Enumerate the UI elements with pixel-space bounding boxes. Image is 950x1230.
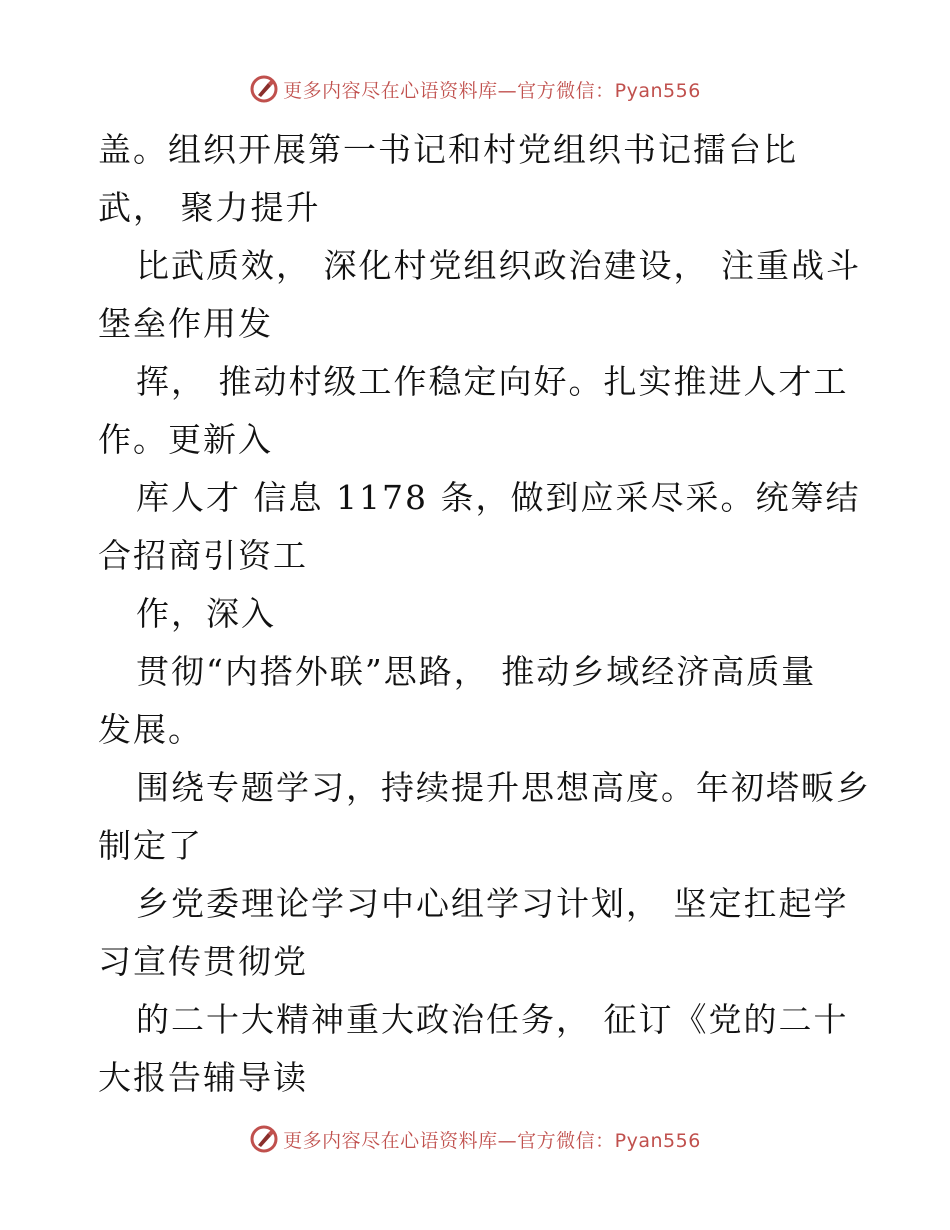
text-line: 武， 聚力提升 [98, 188, 321, 227]
text-line: 库人才 信息 1178 条，做到应采尽采。统筹结 [136, 478, 861, 517]
footer-watermark-banner [0, 1122, 950, 1156]
document-body [98, 121, 871, 1107]
footer-watermark-content [249, 1124, 701, 1154]
footer-watermark-text: 更多内容尽在心语资料库—官方微信：Pyan556 [283, 1129, 701, 1152]
text-line: 大报告辅导读 [98, 1058, 308, 1097]
text-line: 贯彻“内搭外联”思路， 推动乡域经济高质量 [136, 652, 817, 691]
text-line: 作，深入 [136, 594, 276, 633]
header-watermark-banner [0, 72, 950, 106]
text-line: 堡垒作用发 [98, 304, 273, 343]
text-line: 习宣传贯彻党 [98, 942, 308, 981]
text-line: 制定了 [98, 826, 203, 865]
text-line: 的二十大精神重大政治任务， 征订《党的二十 [136, 1000, 849, 1039]
text-line: 比武质效， 深化村党组织政治建设， 注重战斗 [136, 246, 861, 285]
text-line: 乡党委理论学习中心组学习计划， 坚定扛起学 [136, 884, 849, 923]
pen-circle-logo-icon [249, 74, 279, 104]
text-line: 盖。组织开展第一书记和村党组织书记擂台比 [98, 130, 798, 169]
text-line: 发展。 [98, 710, 203, 749]
header-watermark-text: 更多内容尽在心语资料库—官方微信：Pyan556 [283, 79, 701, 102]
pen-circle-logo-icon [249, 1124, 279, 1154]
text-line: 作。更新入 [98, 420, 273, 459]
text-line: 合招商引资工 [98, 536, 308, 575]
header-watermark-content [249, 74, 701, 104]
text-line: 围绕专题学习，持续提升思想高度。年初塔畈乡 [136, 768, 871, 807]
text-line: 挥， 推动村级工作稳定向好。扎实推进人才工 [136, 362, 849, 401]
